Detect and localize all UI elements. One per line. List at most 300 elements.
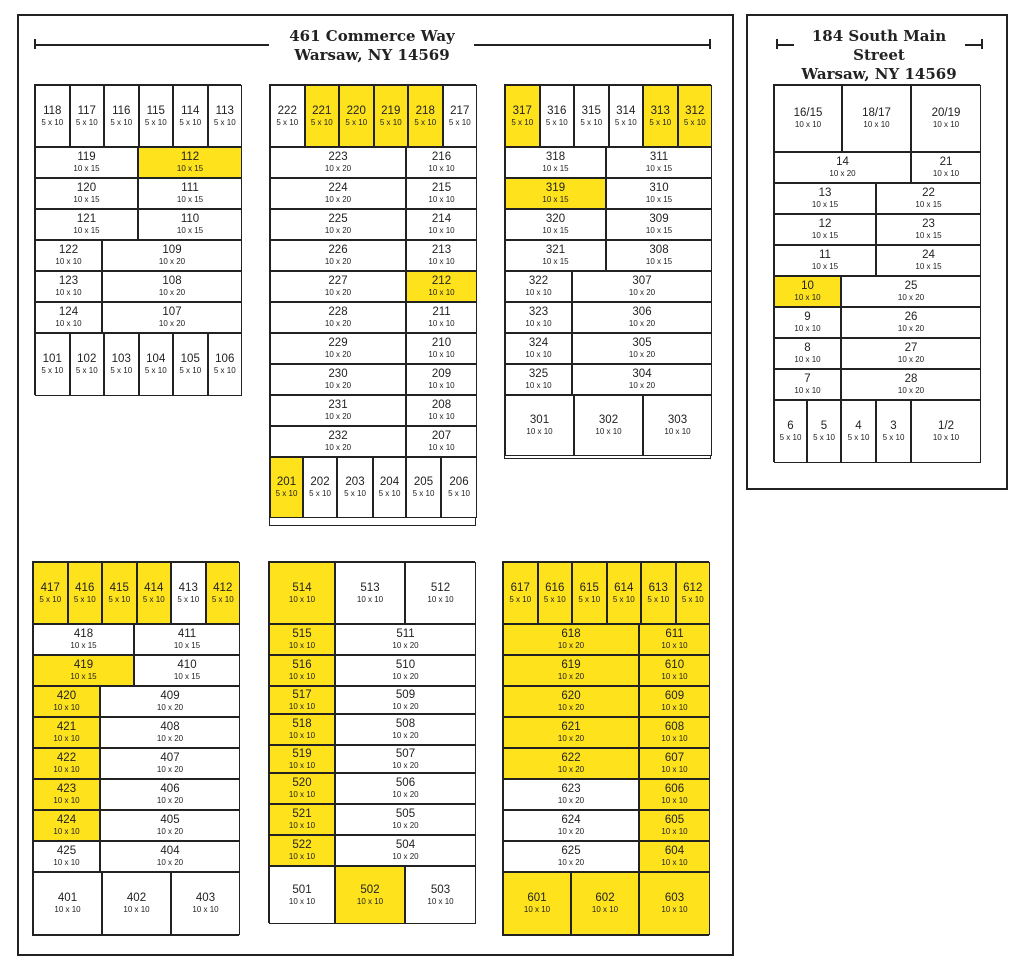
unit-number: 106: [215, 353, 235, 365]
unit-308[interactable]: [606, 240, 712, 271]
unit-512[interactable]: [405, 562, 476, 624]
unit-number: 114: [181, 104, 200, 117]
unit-619[interactable]: [503, 655, 639, 686]
unit-513[interactable]: [335, 562, 405, 624]
unit-227[interactable]: [270, 271, 406, 302]
unit-606[interactable]: [639, 779, 710, 810]
unit-size: 10 x 10: [661, 703, 688, 712]
unit-104[interactable]: [139, 333, 174, 396]
unit-102[interactable]: [70, 333, 105, 396]
unit-616[interactable]: [538, 562, 573, 624]
unit-123[interactable]: [35, 271, 102, 302]
unit-13[interactable]: [774, 183, 876, 214]
unit-414[interactable]: [137, 562, 172, 624]
unit-407[interactable]: [100, 748, 240, 779]
unit-number: 504: [395, 839, 416, 851]
unit-size: 10 x 10: [595, 427, 622, 436]
unit-231[interactable]: [270, 395, 406, 426]
unit-620[interactable]: [503, 686, 639, 717]
unit-321[interactable]: [505, 240, 606, 271]
unit-24[interactable]: [876, 245, 981, 276]
unit-222[interactable]: [270, 85, 305, 147]
unit-size: 10 x 20: [324, 288, 352, 297]
unit-611[interactable]: [639, 624, 710, 655]
unit-206[interactable]: [441, 457, 477, 518]
unit-number: 118: [43, 104, 62, 117]
unit-size: 10 x 20: [324, 381, 352, 390]
header-rule-right: [474, 44, 711, 46]
unit-size: 10 x 20: [392, 731, 419, 740]
unit-618[interactable]: [503, 624, 639, 655]
unit-420[interactable]: [33, 686, 100, 717]
unit-225[interactable]: [270, 209, 406, 240]
unit-size: 10 x 20: [628, 288, 656, 297]
unit-number: 616: [545, 581, 565, 594]
unit-403[interactable]: [171, 872, 240, 935]
unit-number: 410: [177, 659, 197, 671]
unit-301[interactable]: [505, 395, 574, 456]
unit-size: 10 x 20: [557, 672, 585, 681]
unit-size: 10 x 10: [428, 319, 455, 328]
unit-608[interactable]: [639, 717, 710, 748]
unit-115[interactable]: [139, 85, 174, 147]
unit-number: 419: [73, 659, 94, 671]
unit-size: 5 x 10: [378, 489, 401, 498]
unit-625[interactable]: [503, 841, 639, 872]
unit-610[interactable]: [639, 655, 710, 686]
unit-9[interactable]: [774, 307, 841, 338]
unit-number: 608: [664, 721, 685, 733]
unit-615[interactable]: [572, 562, 607, 624]
unit-1-2[interactable]: [911, 400, 981, 463]
unit-612[interactable]: [676, 562, 711, 624]
unit-509[interactable]: [335, 686, 476, 714]
unit-105[interactable]: [173, 333, 208, 396]
unit-604[interactable]: [639, 841, 710, 872]
unit-size: 10 x 10: [428, 164, 455, 173]
unit-303[interactable]: [643, 395, 712, 456]
unit-510[interactable]: [335, 655, 476, 686]
unit-28[interactable]: [841, 369, 981, 400]
unit-302[interactable]: [574, 395, 643, 456]
unit-503[interactable]: [405, 866, 476, 924]
unit-size: 5 x 10: [345, 117, 368, 127]
unit-315[interactable]: [574, 85, 609, 147]
unit-size: 10 x 10: [53, 796, 80, 805]
building-500: [268, 561, 475, 923]
unit-size: 5 x 10: [41, 117, 64, 127]
unit-number: 621: [561, 721, 581, 733]
unit-421[interactable]: [33, 717, 100, 748]
unit-size: 5 x 10: [578, 594, 601, 604]
unit-number: 228: [328, 306, 348, 318]
unit-size: 10 x 10: [288, 731, 316, 740]
unit-417[interactable]: [33, 562, 68, 624]
unit-size: 10 x 15: [70, 672, 97, 681]
unit-size: 5 x 10: [276, 117, 299, 127]
unit-size: 10 x 20: [392, 821, 419, 830]
unit-12[interactable]: [774, 214, 876, 245]
unit-202[interactable]: [303, 457, 337, 518]
unit-522[interactable]: [269, 835, 335, 866]
unit-228[interactable]: [270, 302, 406, 333]
unit-size: 10 x 10: [55, 257, 82, 266]
unit-605[interactable]: [639, 810, 710, 841]
unit-204[interactable]: [373, 457, 406, 518]
unit-size: 5 x 10: [614, 117, 637, 127]
unit-size: 5 x 10: [847, 433, 870, 442]
unit-number: 308: [649, 244, 669, 256]
unit-size: 10 x 10: [53, 765, 80, 774]
unit-505[interactable]: [335, 804, 476, 835]
address-line-1: 461 Commerce Way: [289, 27, 455, 45]
unit-521[interactable]: [269, 804, 335, 835]
unit-622[interactable]: [503, 748, 639, 779]
unit-203[interactable]: [337, 457, 373, 518]
unit-number: 305: [632, 337, 652, 349]
unit-number: 226: [328, 244, 348, 256]
unit-214[interactable]: [406, 209, 477, 240]
unit-27[interactable]: [841, 338, 981, 369]
unit-size: 10 x 20: [324, 319, 352, 328]
unit-number: 318: [545, 151, 566, 163]
unit-size: 5 x 10: [144, 366, 167, 375]
unit-312[interactable]: [678, 85, 713, 147]
unit-103[interactable]: [104, 333, 139, 396]
unit-411[interactable]: [134, 624, 240, 655]
unit-413[interactable]: [171, 562, 206, 624]
unit-size: 10 x 10: [123, 905, 150, 914]
unit-119[interactable]: [35, 147, 138, 178]
unit-424[interactable]: [33, 810, 100, 841]
unit-size: 10 x 10: [288, 896, 316, 906]
unit-423[interactable]: [33, 779, 100, 810]
unit-409[interactable]: [100, 686, 240, 717]
unit-size: 10 x 20: [897, 386, 925, 395]
unit-122[interactable]: [35, 240, 102, 271]
unit-number: 115: [146, 104, 165, 117]
unit-size: 10 x 20: [557, 765, 585, 774]
unit-516[interactable]: [269, 655, 335, 686]
unit-number: 102: [77, 353, 97, 365]
unit-number: 25: [904, 280, 918, 292]
unit-size: 5 x 10: [379, 117, 402, 127]
unit-10[interactable]: [774, 276, 841, 307]
unit-size: 10 x 10: [288, 852, 316, 861]
unit-325[interactable]: [505, 364, 572, 395]
unit-318[interactable]: [505, 147, 606, 178]
unit-number: 316: [547, 104, 567, 117]
unit-size: 10 x 20: [156, 858, 184, 867]
unit-603[interactable]: [639, 872, 710, 935]
unit-508[interactable]: [335, 714, 476, 745]
unit-number: 16/15: [793, 107, 823, 119]
unit-613[interactable]: [641, 562, 676, 624]
unit-number: 216: [431, 151, 452, 163]
unit-304[interactable]: [572, 364, 712, 395]
unit-124[interactable]: [35, 302, 102, 333]
unit-20-19[interactable]: [911, 85, 981, 152]
unit-621[interactable]: [503, 717, 639, 748]
unit-418[interactable]: [33, 624, 134, 655]
unit-number: 230: [328, 368, 348, 380]
unit-602[interactable]: [571, 872, 639, 935]
unit-320[interactable]: [505, 209, 606, 240]
unit-size: 10 x 15: [542, 164, 569, 173]
unit-113[interactable]: [208, 85, 243, 147]
unit-324[interactable]: [505, 333, 572, 364]
unit-517[interactable]: [269, 686, 335, 714]
building-south-main: [773, 84, 980, 462]
unit-107[interactable]: [102, 302, 242, 333]
unit-609[interactable]: [639, 686, 710, 717]
unit-number: 514: [292, 581, 312, 594]
unit-size: 10 x 10: [356, 896, 384, 906]
unit-216[interactable]: [406, 147, 477, 178]
unit-425[interactable]: [33, 841, 100, 872]
unit-404[interactable]: [100, 841, 240, 872]
unit-422[interactable]: [33, 748, 100, 779]
unit-229[interactable]: [270, 333, 406, 364]
unit-515[interactable]: [269, 624, 335, 655]
unit-5[interactable]: [807, 400, 841, 463]
unit-size: 10 x 10: [661, 672, 688, 681]
unit-number: 208: [431, 399, 452, 411]
unit-18-17[interactable]: [842, 85, 911, 152]
unit-size: 10 x 10: [591, 905, 619, 914]
location-title-commerce-way: [270, 27, 474, 65]
unit-size: 10 x 10: [523, 905, 551, 914]
unit-size: 10 x 15: [915, 200, 942, 209]
unit-size: 10 x 20: [628, 381, 656, 390]
unit-316[interactable]: [540, 85, 575, 147]
unit-number: 218: [415, 104, 435, 117]
unit-size: 10 x 20: [156, 703, 184, 712]
unit-322[interactable]: [505, 271, 572, 302]
unit-number: 204: [379, 476, 400, 488]
unit-size: 5 x 10: [179, 366, 202, 375]
unit-size: 10 x 10: [53, 827, 80, 836]
unit-size: 10 x 20: [829, 169, 856, 178]
unit-number: 101: [42, 353, 62, 365]
unit-23[interactable]: [876, 214, 981, 245]
unit-419[interactable]: [33, 655, 134, 686]
unit-number: 13: [818, 187, 832, 199]
unit-226[interactable]: [270, 240, 406, 271]
unit-109[interactable]: [102, 240, 242, 271]
unit-number: 14: [836, 156, 849, 168]
unit-313[interactable]: [643, 85, 678, 147]
unit-number: 24: [922, 249, 935, 261]
address-line-2: Warsaw, NY 14569: [801, 65, 957, 83]
unit-number: 232: [328, 430, 348, 442]
unit-309[interactable]: [606, 209, 712, 240]
unit-size: 5 x 10: [649, 117, 672, 127]
unit-120[interactable]: [35, 178, 138, 209]
unit-21[interactable]: [911, 152, 981, 183]
unit-number: 124: [58, 306, 79, 318]
unit-117[interactable]: [70, 85, 105, 147]
unit-11[interactable]: [774, 245, 876, 276]
unit-116[interactable]: [104, 85, 139, 147]
unit-size: 10 x 10: [661, 827, 688, 836]
unit-114[interactable]: [173, 85, 208, 147]
unit-number: 520: [292, 777, 312, 789]
unit-size: 10 x 15: [173, 672, 201, 681]
unit-size: 10 x 15: [73, 226, 100, 235]
header-rule-tick: [981, 39, 983, 49]
unit-211[interactable]: [406, 302, 477, 333]
unit-230[interactable]: [270, 364, 406, 395]
unit-201[interactable]: [270, 457, 303, 518]
unit-number: 412: [213, 581, 233, 594]
unit-317[interactable]: [505, 85, 540, 147]
unit-size: 10 x 20: [557, 858, 585, 867]
header-rule-tick: [709, 39, 711, 49]
building-400: [32, 561, 239, 936]
unit-size: 5 x 10: [309, 489, 331, 498]
unit-504[interactable]: [335, 835, 476, 866]
unit-101[interactable]: [35, 333, 70, 396]
unit-617[interactable]: [503, 562, 538, 624]
unit-112[interactable]: [138, 147, 242, 178]
unit-212[interactable]: [406, 271, 477, 302]
unit-218[interactable]: [408, 85, 443, 147]
building-200: [269, 84, 476, 526]
unit-506[interactable]: [335, 773, 476, 804]
unit-323[interactable]: [505, 302, 572, 333]
unit-215[interactable]: [406, 178, 477, 209]
unit-601[interactable]: [503, 872, 571, 935]
unit-number: 21: [939, 156, 953, 168]
unit-314[interactable]: [609, 85, 644, 147]
unit-number: 210: [431, 337, 452, 349]
unit-307[interactable]: [572, 271, 712, 302]
unit-106[interactable]: [208, 333, 243, 396]
unit-25[interactable]: [841, 276, 981, 307]
unit-size: 10 x 10: [794, 293, 821, 302]
unit-size: 10 x 10: [288, 821, 316, 830]
unit-223[interactable]: [270, 147, 406, 178]
unit-415[interactable]: [102, 562, 137, 624]
unit-514[interactable]: [269, 562, 335, 624]
unit-number: 405: [160, 814, 180, 826]
unit-4[interactable]: [841, 400, 876, 463]
unit-22[interactable]: [876, 183, 981, 214]
unit-310[interactable]: [606, 178, 712, 209]
unit-210[interactable]: [406, 333, 477, 364]
unit-221[interactable]: [305, 85, 340, 147]
unit-205[interactable]: [406, 457, 441, 518]
unit-size: 5 x 10: [213, 366, 236, 375]
unit-size: 10 x 10: [863, 120, 890, 129]
unit-224[interactable]: [270, 178, 406, 209]
unit-410[interactable]: [134, 655, 240, 686]
unit-111[interactable]: [138, 178, 242, 209]
unit-number: 222: [277, 104, 297, 117]
unit-number: 424: [56, 814, 77, 826]
unit-624[interactable]: [503, 810, 639, 841]
unit-614[interactable]: [607, 562, 642, 624]
unit-209[interactable]: [406, 364, 477, 395]
unit-number: 506: [395, 777, 416, 789]
unit-16-15[interactable]: [774, 85, 842, 152]
unit-219[interactable]: [374, 85, 409, 147]
unit-306[interactable]: [572, 302, 712, 333]
unit-number: 7: [804, 373, 811, 385]
unit-number: 312: [685, 104, 705, 117]
unit-412[interactable]: [206, 562, 241, 624]
unit-217[interactable]: [443, 85, 478, 147]
unit-number: 223: [328, 151, 348, 163]
unit-6[interactable]: [774, 400, 807, 463]
unit-519[interactable]: [269, 745, 335, 773]
unit-number: 108: [162, 275, 182, 287]
unit-14[interactable]: [774, 152, 911, 183]
unit-26[interactable]: [841, 307, 981, 338]
unit-size: 10 x 20: [628, 350, 656, 359]
unit-311[interactable]: [606, 147, 712, 178]
unit-3[interactable]: [876, 400, 911, 463]
unit-502[interactable]: [335, 866, 405, 924]
unit-size: 10 x 20: [392, 641, 419, 650]
unit-size: 5 x 10: [177, 594, 200, 604]
unit-8[interactable]: [774, 338, 841, 369]
unit-518[interactable]: [269, 714, 335, 745]
unit-number: 517: [292, 688, 312, 701]
unit-207[interactable]: [406, 426, 477, 457]
unit-220[interactable]: [339, 85, 374, 147]
unit-501[interactable]: [269, 866, 335, 924]
unit-110[interactable]: [138, 209, 242, 240]
unit-623[interactable]: [503, 779, 639, 810]
unit-number: 123: [58, 275, 79, 287]
unit-number: 203: [345, 476, 365, 488]
unit-401[interactable]: [33, 872, 102, 935]
unit-405[interactable]: [100, 810, 240, 841]
unit-118[interactable]: [35, 85, 70, 147]
unit-208[interactable]: [406, 395, 477, 426]
unit-size: 10 x 15: [173, 641, 201, 650]
unit-number: 103: [111, 353, 131, 365]
unit-number: 219: [381, 104, 401, 117]
unit-520[interactable]: [269, 773, 335, 804]
unit-232[interactable]: [270, 426, 406, 457]
unit-number: 417: [40, 581, 60, 594]
unit-319[interactable]: [505, 178, 606, 209]
unit-305[interactable]: [572, 333, 712, 364]
unit-number: 225: [328, 213, 348, 225]
unit-213[interactable]: [406, 240, 477, 271]
unit-406[interactable]: [100, 779, 240, 810]
unit-7[interactable]: [774, 369, 841, 400]
unit-size: 10 x 15: [542, 226, 569, 235]
unit-size: 10 x 15: [915, 262, 942, 271]
unit-121[interactable]: [35, 209, 138, 240]
unit-416[interactable]: [68, 562, 103, 624]
unit-108[interactable]: [102, 271, 242, 302]
unit-size: 10 x 20: [156, 827, 184, 836]
unit-511[interactable]: [335, 624, 476, 655]
unit-507[interactable]: [335, 745, 476, 773]
unit-number: 617: [510, 581, 530, 594]
header-rule-tick: [34, 39, 36, 49]
unit-607[interactable]: [639, 748, 710, 779]
unit-number: 104: [146, 353, 166, 365]
unit-size: 5 x 10: [75, 117, 98, 127]
unit-402[interactable]: [102, 872, 171, 935]
unit-408[interactable]: [100, 717, 240, 748]
